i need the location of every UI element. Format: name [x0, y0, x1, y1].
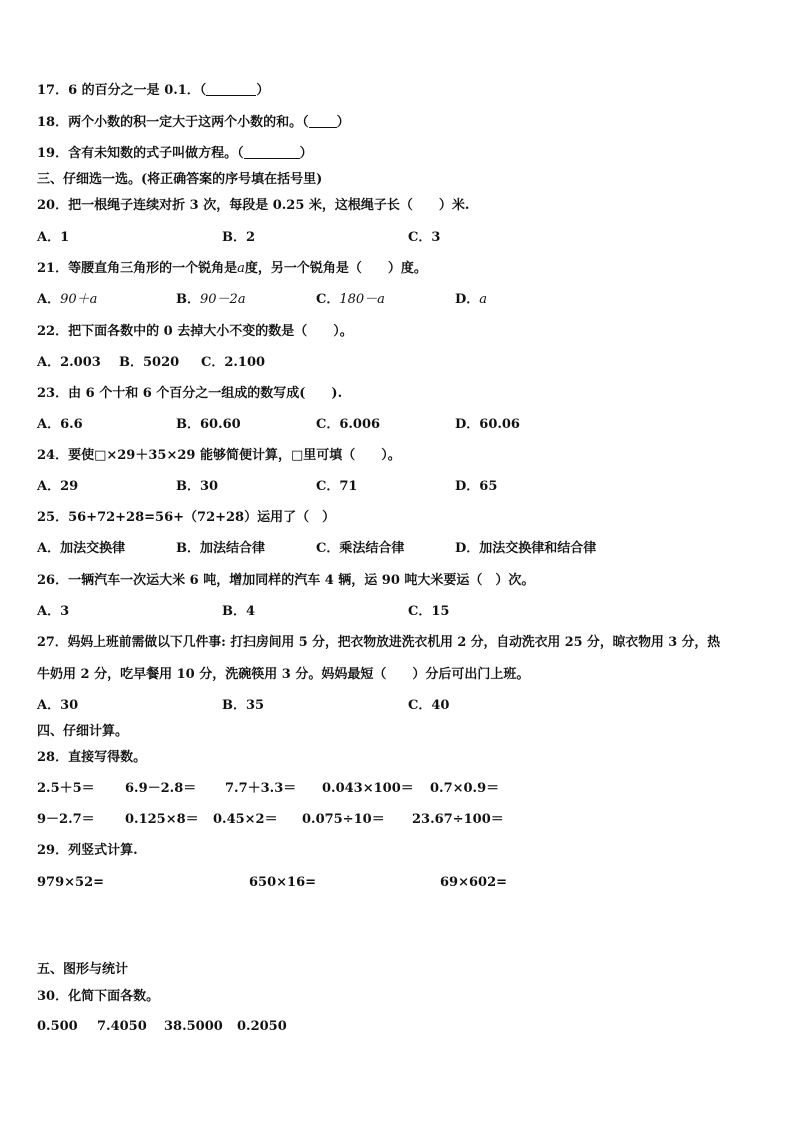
option-d[interactable]: D．加法交换律和结合律: [455, 541, 597, 556]
option-b[interactable]: B．加法结合律: [176, 541, 265, 556]
option-c[interactable]: C．71: [316, 479, 358, 494]
question-17: 17．6 的百分之一是 0.1．（ ）: [37, 83, 270, 98]
option-c[interactable]: C．40: [408, 698, 450, 713]
calc-item: 9－2.7＝: [37, 812, 95, 827]
simplify-item: 0.500: [37, 1019, 78, 1034]
option-c[interactable]: C．15: [408, 604, 450, 619]
option-b[interactable]: B．30: [176, 479, 219, 494]
vertical-calc-item: 650×16=: [249, 875, 317, 890]
option-d[interactable]: D．65: [455, 479, 498, 494]
vertical-calc-item: 979×52=: [37, 875, 105, 890]
calc-item: 23.67÷100＝: [412, 812, 504, 827]
calc-item: 0.075÷10＝: [302, 812, 385, 827]
option-c[interactable]: C．3: [408, 230, 441, 245]
option-b[interactable]: B．5020: [119, 355, 180, 370]
question-27-line-1: 27．妈妈上班前需做以下几件事: 打扫房间用 5 分，把衣物放进洗衣机用 2 分，自动洗衣用 25 分，晾衣物用 3 分，热: [37, 635, 721, 650]
option-c[interactable]: C．6.006: [316, 417, 381, 432]
option-c[interactable]: C．180－a: [316, 292, 385, 307]
simplify-item: 38.5000: [164, 1019, 223, 1034]
option-a[interactable]: A．29: [37, 479, 79, 494]
question-18: 18．两个小数的积一定大于这两个小数的和。（ ）: [37, 115, 350, 130]
calc-item: 0.125×8＝: [125, 812, 199, 827]
section-5-heading: 五、图形与统计: [37, 962, 129, 977]
question-19: 19．含有未知数的式子叫做方程。（ ）: [37, 146, 313, 161]
calc-item: 6.9－2.8＝: [125, 781, 197, 796]
question-29: 29．列竖式计算.: [37, 843, 138, 858]
question-24: 24．要使□×29＋35×29 能够简便计算，□里可填（ ）。: [37, 448, 401, 463]
option-c[interactable]: C．2.100: [201, 355, 266, 370]
option-b[interactable]: B．4: [222, 604, 256, 619]
option-a[interactable]: A．6.6: [37, 417, 83, 432]
calc-item: 7.7＋3.3＝: [225, 781, 297, 796]
answer-blank[interactable]: [244, 146, 300, 159]
question-21: 21．等腰直角三角形的一个锐角是a度，另一个锐角是（ ）度。: [37, 261, 427, 276]
calc-item: 0.043×100＝: [322, 781, 414, 796]
question-23: 23．由 6 个十和 6 个百分之一组成的数写成( ).: [37, 386, 343, 401]
answer-blank[interactable]: [309, 115, 337, 128]
option-b[interactable]: B．35: [222, 698, 265, 713]
option-a[interactable]: A．1: [37, 230, 70, 245]
option-a[interactable]: A．30: [37, 698, 79, 713]
option-a[interactable]: A．3: [37, 604, 70, 619]
question-20: 20．把一根绳子连续对折 3 次，每段是 0.25 米，这根绳子长（ ）米.: [37, 198, 470, 213]
question-25: 25．56+72+28=56+（72+28）运用了（ ）: [37, 510, 336, 525]
question-30: 30．化简下面各数。: [37, 989, 160, 1004]
option-a[interactable]: A．90＋a: [37, 292, 98, 307]
question-27-line-2: 牛奶用 2 分，吃早餐用 10 分，洗碗筷用 3 分。妈妈最短（ ）分后可出门上班。: [37, 667, 530, 682]
question-28: 28．直接写得数。: [37, 750, 147, 765]
question-26: 26．一辆汽车一次运大米 6 吨，增加同样的汽车 4 辆，运 90 吨大米要运（ ）次。: [37, 573, 535, 588]
option-b[interactable]: B．60.60: [176, 417, 241, 432]
vertical-calc-item: 69×602=: [440, 875, 508, 890]
option-a[interactable]: A．加法交换律: [37, 541, 126, 556]
option-b[interactable]: B．2: [222, 230, 256, 245]
question-22: 22．把下面各数中的 0 去掉大小不变的数是（ ）。: [37, 324, 353, 339]
option-d[interactable]: D．a: [455, 292, 488, 307]
calc-item: 2.5＋5＝: [37, 781, 95, 796]
option-a[interactable]: A．2.003: [37, 355, 101, 370]
option-b[interactable]: B．90－2a: [176, 292, 246, 307]
simplify-item: 7.4050: [97, 1019, 147, 1034]
option-d[interactable]: D．60.06: [455, 417, 520, 432]
section-3-heading: 三、仔细选一选。(将正确答案的序号填在括号里): [37, 172, 323, 187]
section-4-heading: 四、仔细计算。: [37, 724, 129, 739]
calc-item: 0.7×0.9＝: [430, 781, 500, 796]
option-c[interactable]: C．乘法结合律: [316, 541, 405, 556]
calc-item: 0.45×2＝: [213, 812, 278, 827]
answer-blank[interactable]: [206, 83, 256, 96]
variable-a: a: [237, 261, 245, 276]
simplify-item: 0.2050: [237, 1019, 287, 1034]
